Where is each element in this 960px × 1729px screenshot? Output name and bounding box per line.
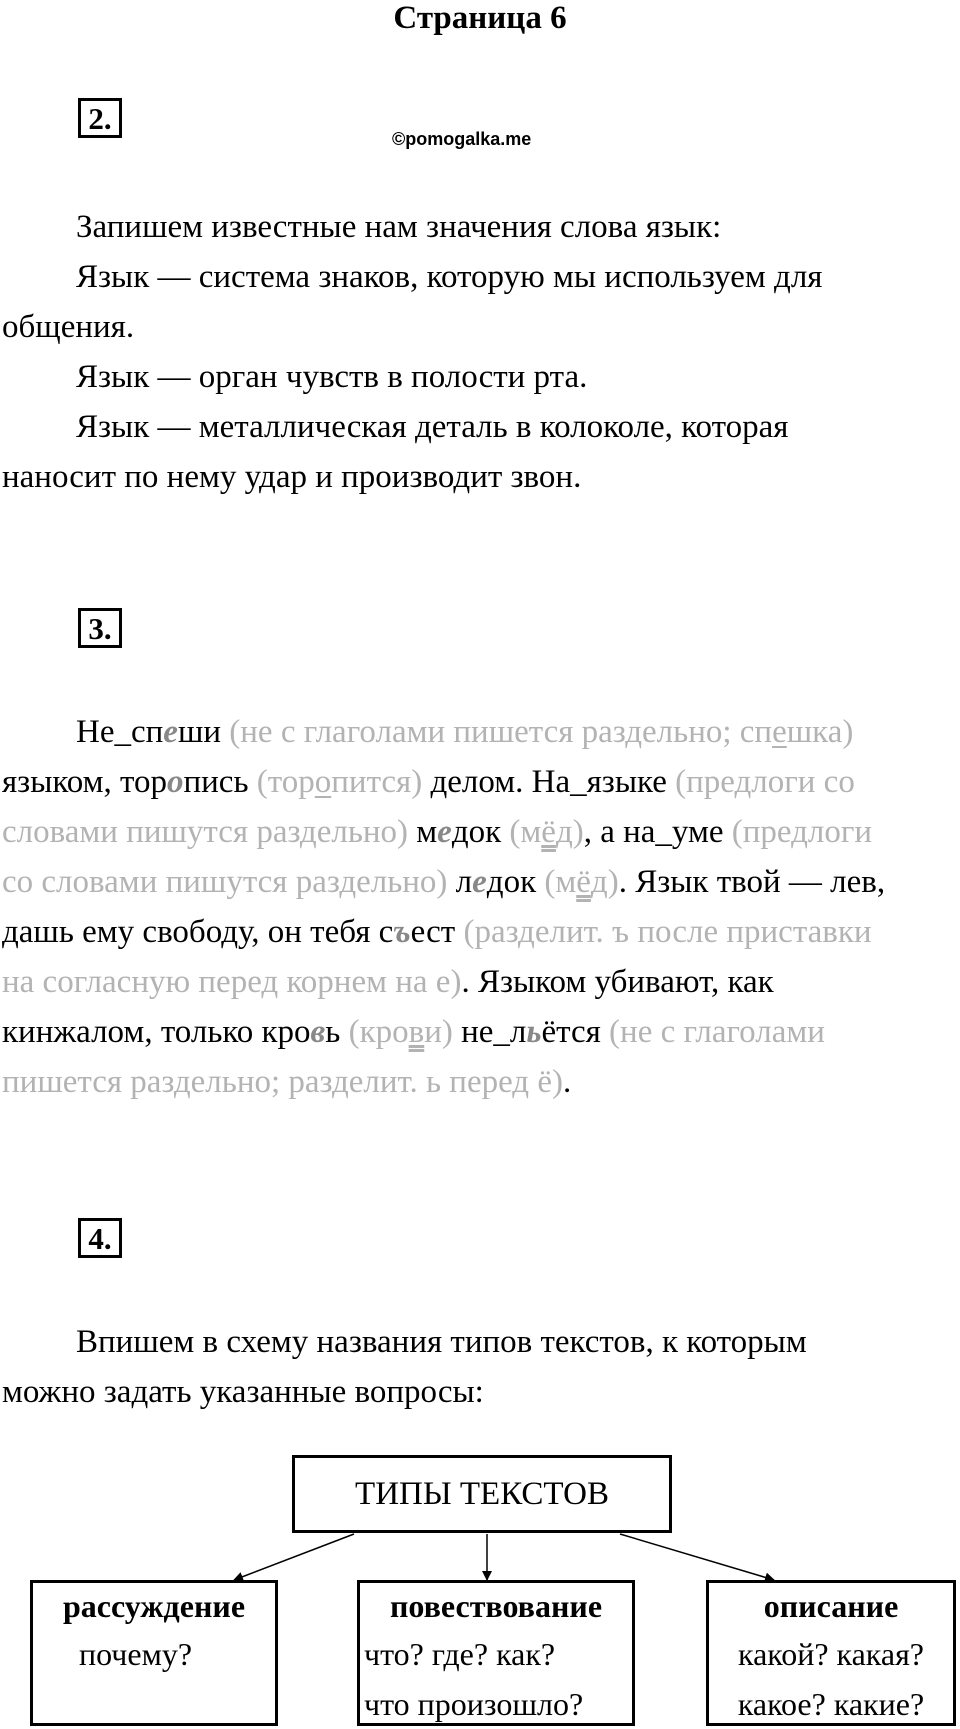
type-box-reasoning xyxy=(30,1580,278,1726)
task-2-line: общения. xyxy=(2,309,135,345)
task-2-line: Язык — орган чувств в полости рта. xyxy=(76,359,588,395)
type-name: описание xyxy=(763,1588,899,1624)
task-3-line: Не_спеши (не с глаголами пишется раздельно; спешка) xyxy=(76,714,854,750)
task-3-line: на согласную перед корнем на е). Языком убивают, как xyxy=(2,964,774,1000)
task-3-line: со словами пишутся раздельно) ледок (мёд). Язык твой — лев, xyxy=(2,864,886,900)
type-box-description xyxy=(706,1580,956,1726)
task-3-line: словами пишутся раздельно) медок (мёд), а на_уме (предлоги xyxy=(2,814,873,850)
task-2-number: 2. xyxy=(78,98,122,138)
type-questions: что? где? как? xyxy=(364,1636,556,1672)
diagram-root-label: ТИПЫ ТЕКСТОВ xyxy=(355,1476,609,1512)
task-4-number: 4. xyxy=(78,1218,122,1258)
type-name: повествование xyxy=(389,1588,603,1624)
type-name: рассуждение xyxy=(62,1588,246,1624)
arrow-to-description xyxy=(620,1534,774,1580)
task-3-line: языком, торопись (торопится) делом. На_языке (предлоги со xyxy=(2,764,855,800)
type-questions: какое? какие? xyxy=(737,1686,925,1722)
type-questions: какой? какая? xyxy=(738,1636,924,1672)
task-2-line: Язык — система знаков, которую мы используем для xyxy=(76,259,823,295)
task-4-line: Впишем в схему названия типов текстов, к которым xyxy=(76,1324,807,1360)
task-2-line: Запишем известные нам значения слова язык: xyxy=(76,209,722,245)
watermark: ©pomogalka.me xyxy=(392,129,532,149)
task-3-line: дашь ему свободу, он тебя съест (разделит. ъ после приставки xyxy=(2,914,872,950)
task-2-line: наносит по нему удар и производит звон. xyxy=(2,459,582,495)
type-questions: что произошло? xyxy=(364,1686,584,1722)
type-box-narration xyxy=(357,1580,635,1726)
type-questions: почему? xyxy=(79,1636,193,1672)
page-title: Страница 6 xyxy=(393,0,567,36)
task-3-number: 3. xyxy=(78,608,122,648)
task-3-line: кинжалом, только кровь (крови) не_льётся (не с глаголами xyxy=(2,1014,825,1050)
task-4-line: можно задать указанные вопросы: xyxy=(2,1374,484,1410)
arrow-to-reasoning xyxy=(234,1534,354,1580)
task-2-line: Язык — металлическая деталь в колоколе, которая xyxy=(76,409,789,445)
task-3-line: пишется раздельно; разделит. ь перед ё). xyxy=(2,1064,572,1100)
